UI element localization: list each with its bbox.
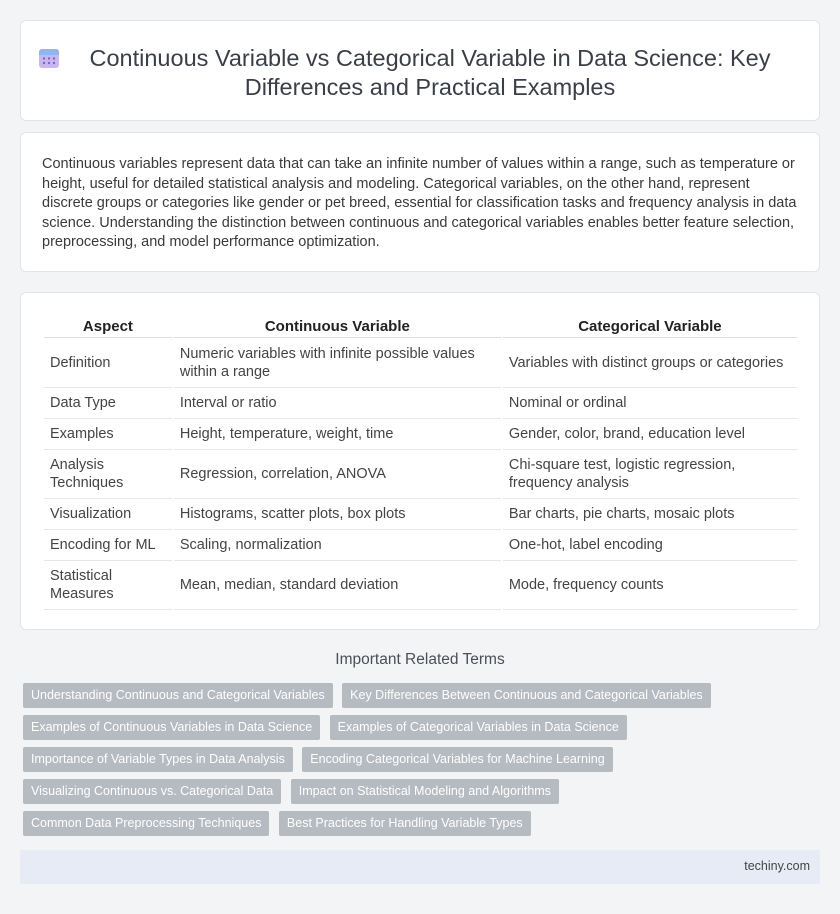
table-cell: Variables with distinct groups or categories <box>503 338 797 388</box>
table-cell: Examples <box>44 419 172 450</box>
table-row <box>44 530 797 561</box>
table-header-continuous: Continuous Variable <box>174 314 501 338</box>
intro-paragraph: Continuous variables represent data that can take an infinite number of values within a range, such as temperature or height, useful for detailed statistical analysis and modeling. Categorical variables, on the other hand, represent discrete groups or categories like gender or pet breed, essential for classification tasks and frequency analysis in data science. Understanding the distinction between continuous and categorical variables enables better feature selection, preprocessing, and model performance optimization. <box>42 156 797 250</box>
table-header-categorical: Categorical Variable <box>503 314 797 338</box>
table-cell: Analysis Techniques <box>44 450 172 499</box>
table-cell: Gender, color, brand, education level <box>503 419 797 450</box>
comparison-table <box>42 314 799 610</box>
page-title: Continuous Variable vs Categorical Variable in Data Science: Key Differences and Practical Examples <box>89 45 771 100</box>
table-cell: Mean, median, standard deviation <box>174 561 501 610</box>
related-term-tag[interactable]: Impact on Statistical Modeling and Algorithms <box>291 779 559 804</box>
table-row <box>44 388 797 419</box>
table-cell: Histograms, scatter plots, box plots <box>174 499 501 530</box>
related-term-tag[interactable]: Examples of Continuous Variables in Data Science <box>23 715 320 740</box>
footer-site-link[interactable]: techiny.com <box>744 859 810 873</box>
title-card <box>20 20 820 121</box>
related-term-tag[interactable]: Common Data Preprocessing Techniques <box>23 811 269 836</box>
calendar-icon <box>37 46 61 70</box>
table-cell: Definition <box>44 338 172 388</box>
related-term-tag[interactable]: Understanding Continuous and Categorical Variables <box>23 683 333 708</box>
table-row <box>44 561 797 610</box>
table-header-aspect: Aspect <box>44 314 172 338</box>
table-cell: One-hot, label encoding <box>503 530 797 561</box>
table-cell: Visualization <box>44 499 172 530</box>
table-cell: Interval or ratio <box>174 388 501 419</box>
related-term-tag[interactable]: Encoding Categorical Variables for Machine Learning <box>302 747 612 772</box>
related-term-tag[interactable]: Examples of Categorical Variables in Data Science <box>330 715 627 740</box>
table-row <box>44 450 797 499</box>
comparison-table-card <box>20 292 820 630</box>
table-cell: Regression, correlation, ANOVA <box>174 450 501 499</box>
related-term-tag[interactable]: Key Differences Between Continuous and Categorical Variables <box>342 683 711 708</box>
table-cell: Chi-square test, logistic regression, frequency analysis <box>503 450 797 499</box>
table-row <box>44 338 797 388</box>
table-cell: Nominal or ordinal <box>503 388 797 419</box>
table-cell: Data Type <box>44 388 172 419</box>
related-terms-tags <box>23 683 813 843</box>
table-cell: Mode, frequency counts <box>503 561 797 610</box>
table-row <box>44 419 797 450</box>
table-row <box>44 499 797 530</box>
related-terms-heading: Important Related Terms <box>335 651 505 668</box>
table-cell: Statistical Measures <box>44 561 172 610</box>
table-cell: Bar charts, pie charts, mosaic plots <box>503 499 797 530</box>
related-term-tag[interactable]: Best Practices for Handling Variable Types <box>279 811 531 836</box>
footer <box>20 850 820 884</box>
table-cell: Encoding for ML <box>44 530 172 561</box>
related-term-tag[interactable]: Importance of Variable Types in Data Analysis <box>23 747 293 772</box>
related-term-tag[interactable]: Visualizing Continuous vs. Categorical Data <box>23 779 281 804</box>
table-cell: Scaling, normalization <box>174 530 501 561</box>
table-cell: Numeric variables with infinite possible values within a range <box>174 338 501 388</box>
table-cell: Height, temperature, weight, time <box>174 419 501 450</box>
intro-card <box>20 132 820 272</box>
